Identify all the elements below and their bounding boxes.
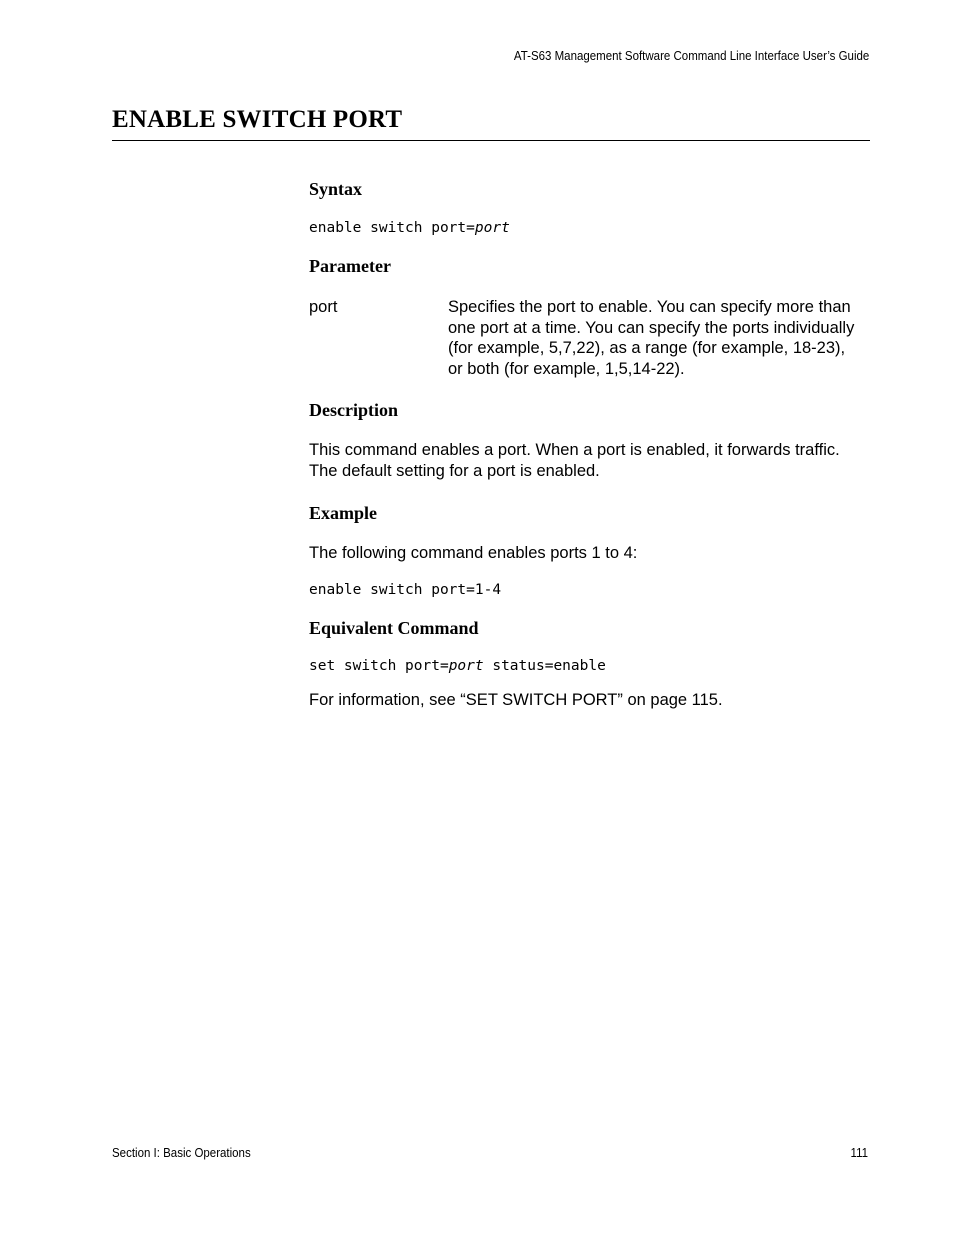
- parameter-description-line: or both (for example, 1,5,14-22).: [448, 359, 685, 378]
- syntax-command-prefix: enable switch port=: [309, 220, 475, 236]
- equivalent-command-prefix: set switch port=: [309, 658, 449, 674]
- example-command: enable switch port=1-4: [309, 582, 502, 598]
- parameter-description: [448, 297, 878, 379]
- equivalent-command-param: port: [448, 658, 484, 674]
- title-divider: [112, 140, 870, 141]
- description-heading: Description: [309, 400, 398, 420]
- example-heading: Example: [309, 503, 378, 523]
- description-line: This command enables a port. When a port is enabled, it forwards traffic.: [309, 441, 840, 459]
- equivalent-command-heading: Equivalent Command: [309, 618, 479, 638]
- description-line: The default setting for a port is enabled.: [309, 462, 600, 480]
- equivalent-command: [309, 658, 606, 674]
- parameter-description-line: one port at a time. You can specify the ports individually: [448, 318, 855, 337]
- parameter-description-line: (for example, 5,7,22), as a range (for example, 18-23),: [448, 339, 846, 357]
- example-intro: The following command enables ports 1 to 4:: [309, 544, 638, 562]
- description-text: [309, 440, 874, 482]
- running-header: AT-S63 Management Software Command Line Interface User’s Guide: [513, 49, 869, 63]
- syntax-heading: Syntax: [309, 179, 363, 199]
- parameter-heading: Parameter: [309, 256, 391, 276]
- parameter-description-line: Specifies the port to enable. You can specify more than: [448, 298, 851, 316]
- page-title: ENABLE SWITCH PORT: [112, 106, 403, 133]
- equivalent-reference: For information, see “SET SWITCH PORT” on page 115.: [309, 691, 723, 709]
- parameter-name: port: [309, 298, 338, 316]
- syntax-command-param: port: [474, 220, 510, 236]
- footer-section: Section I: Basic Operations: [112, 1146, 251, 1160]
- syntax-command: [309, 220, 510, 236]
- equivalent-command-suffix: status=enable: [483, 658, 606, 674]
- page-number: 111: [850, 1146, 868, 1160]
